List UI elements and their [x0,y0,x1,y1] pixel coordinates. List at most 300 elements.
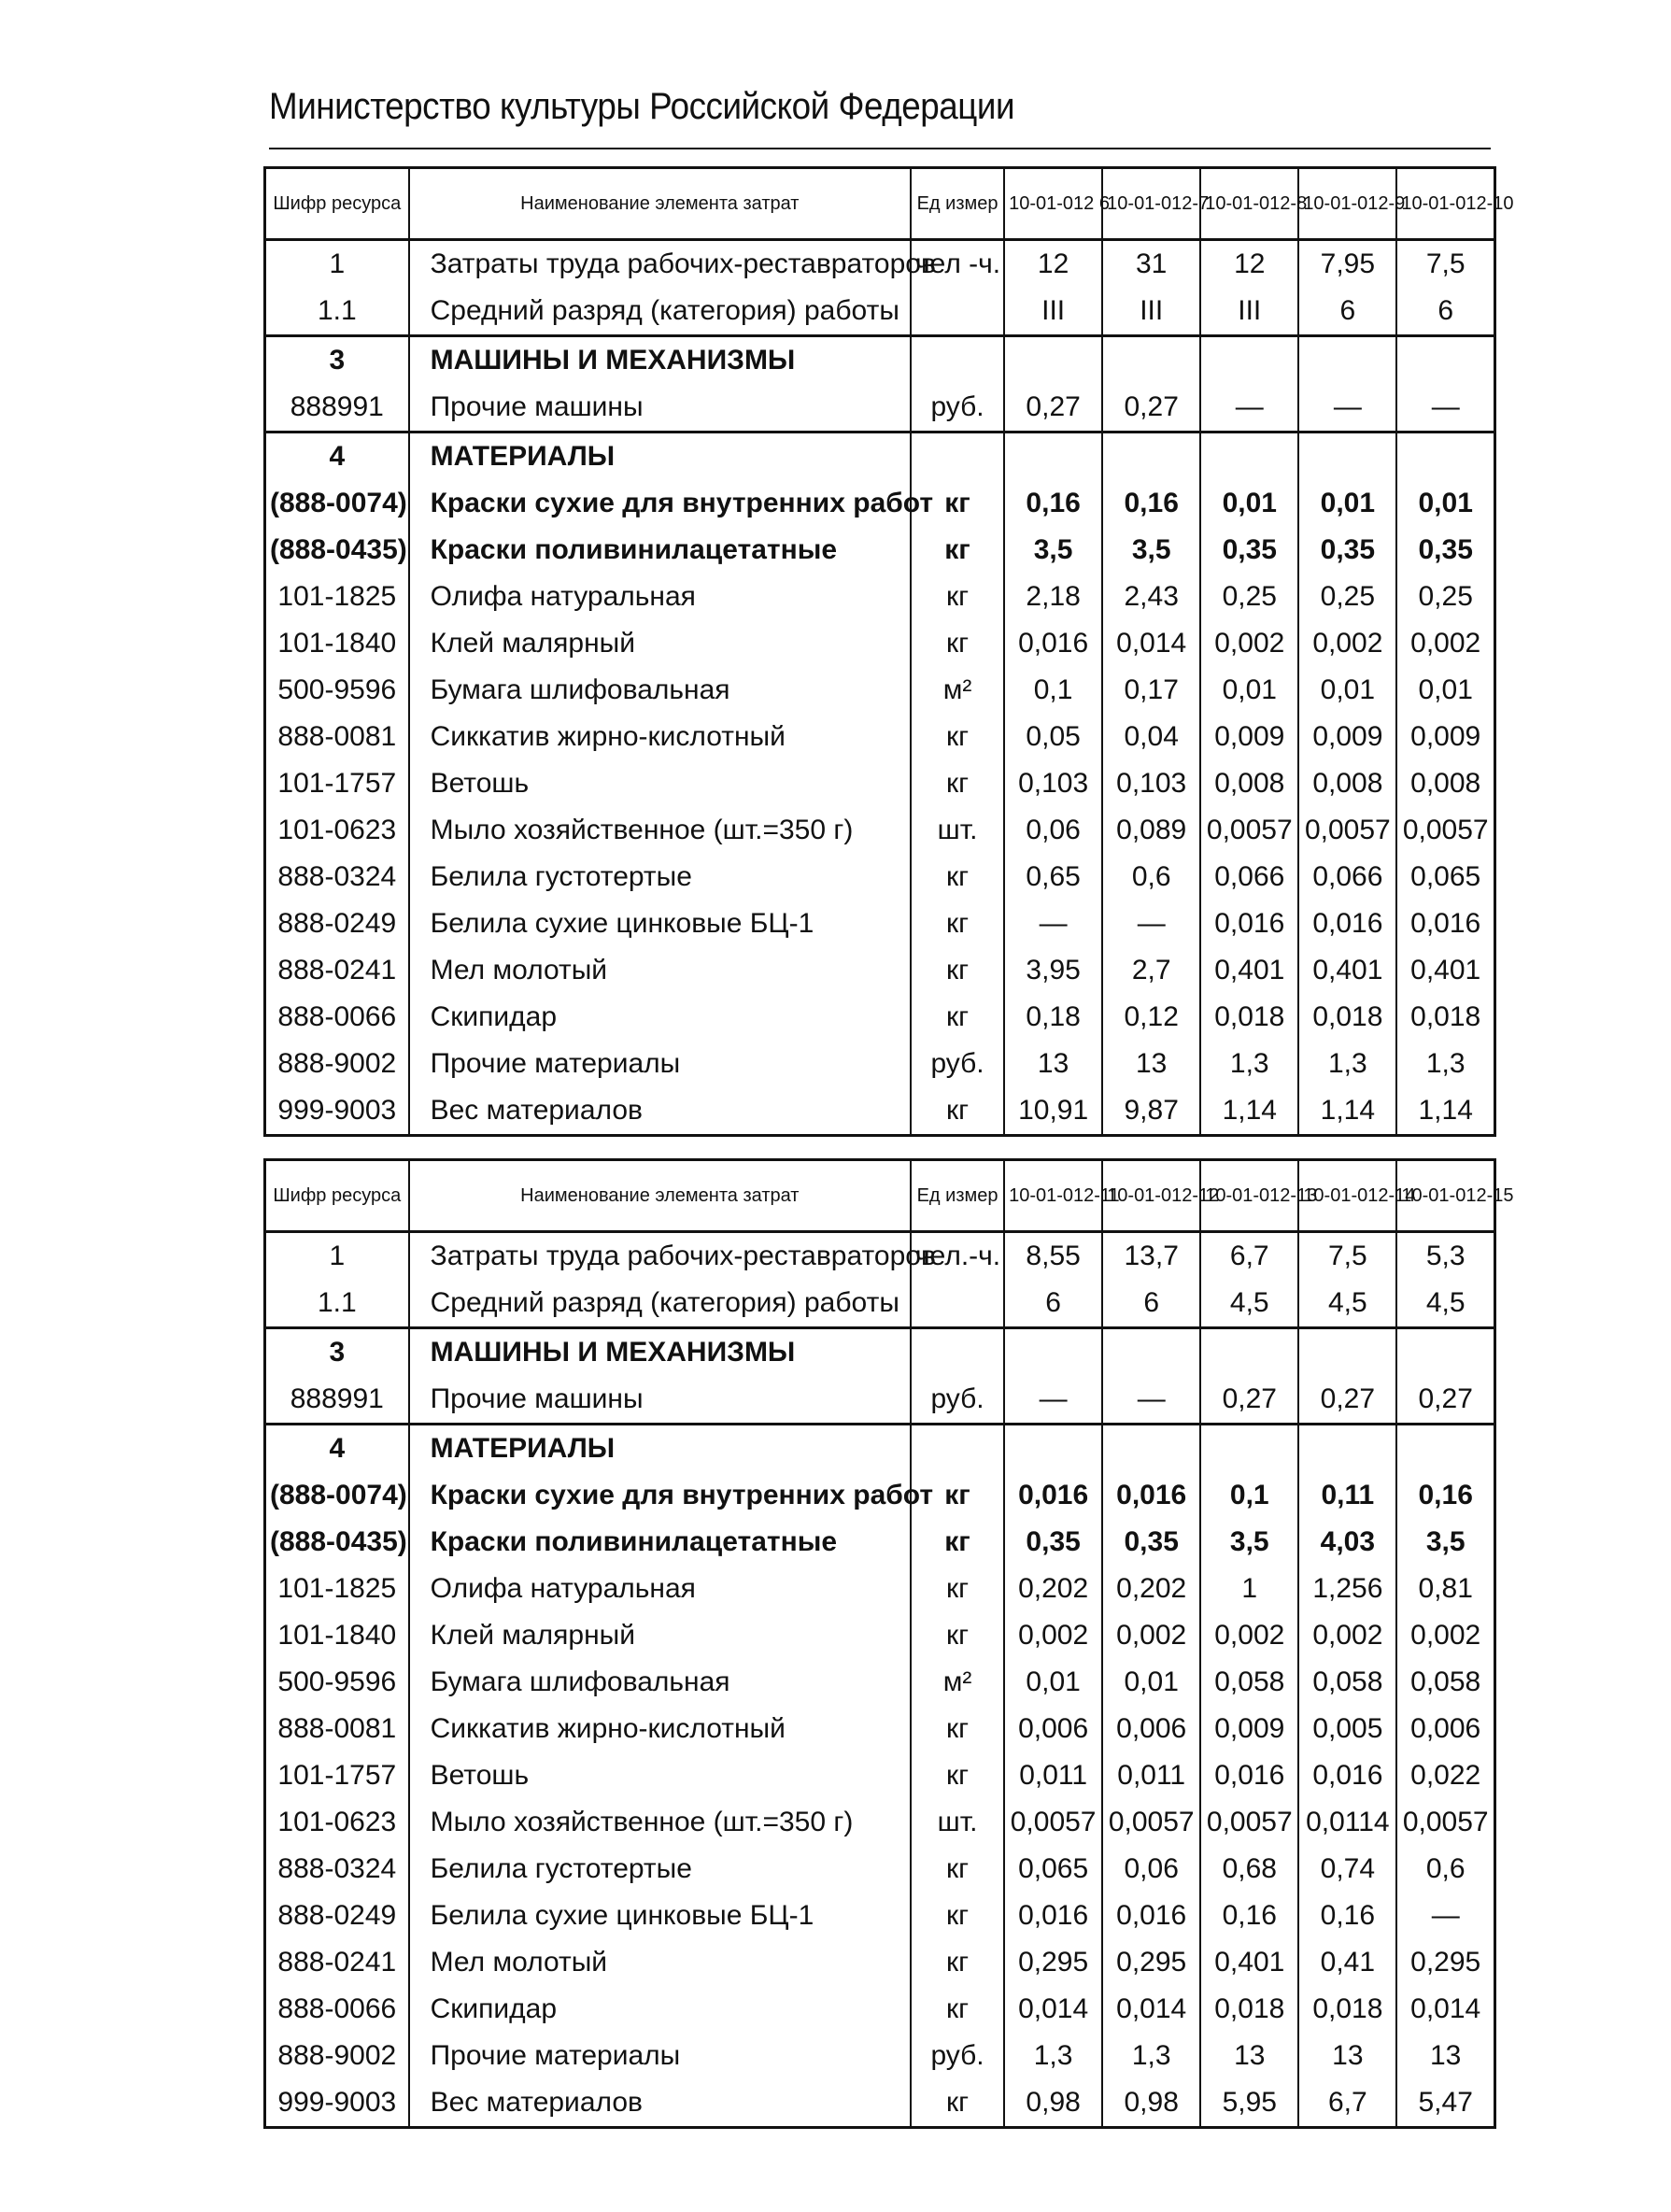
table-row [265,336,1495,385]
resource-value: 0,25 [1298,574,1396,620]
resource-value: 0,27 [1396,1376,1494,1425]
resource-unit [911,1280,1004,1328]
resource-value: 0,202 [1004,1566,1102,1612]
resource-value: 13 [1298,2033,1396,2079]
resource-value: 0,35 [1396,527,1494,574]
resource-value: 0,0114 [1298,1799,1396,1846]
resource-value: 6 [1004,1280,1102,1328]
resource-value: 0,41 [1298,1939,1396,1986]
table-header-row [265,168,1495,240]
resource-value: 0,401 [1200,1939,1298,1986]
resource-value: 0,68 [1200,1846,1298,1893]
resource-name: Белила густотертые [409,854,911,900]
resource-name: Мел молотый [409,1939,911,1986]
resource-value: 0,008 [1298,760,1396,807]
resource-value: 0,006 [1396,1706,1494,1752]
resource-value: 0,002 [1200,620,1298,667]
resource-value: 0,103 [1004,760,1102,807]
header-norm-code: 10-01-012-13 [1200,1160,1298,1232]
table-row [265,994,1495,1041]
header-rule [269,148,1491,149]
table-row [265,1519,1495,1566]
resource-unit: шт. [911,1799,1004,1846]
resource-value: 0,009 [1298,714,1396,760]
resource-name: Затраты труда рабочих-реставраторов [409,1232,911,1281]
resource-value [1102,1328,1200,1377]
resource-name: Олифа натуральная [409,574,911,620]
resource-name: Скипидар [409,1986,911,2033]
resource-value: 0,74 [1298,1846,1396,1893]
resource-value: 0,018 [1298,994,1396,1041]
resource-value [1200,1425,1298,1473]
resource-value: 0,014 [1396,1986,1494,2033]
resource-value: 0,016 [1200,900,1298,947]
resource-value: 0,401 [1396,947,1494,994]
header-norm-code: 10-01-012 6 [1004,168,1102,240]
resource-code: 101-0623 [265,1799,409,1846]
resource-value: 7,5 [1396,240,1494,289]
resource-unit: кг [911,947,1004,994]
resource-unit: кг [911,480,1004,527]
resource-value: 5,3 [1396,1232,1494,1281]
resource-value: 1,14 [1396,1087,1494,1136]
table-row [265,1939,1495,1986]
table-row [265,240,1495,289]
resource-unit: кг [911,1612,1004,1659]
resource-name: Краски сухие для внутренних работ [409,480,911,527]
table-row [265,760,1495,807]
resource-value [1396,336,1494,385]
resource-name: Мыло хозяйственное (шт.=350 г) [409,807,911,854]
resource-unit: кг [911,1519,1004,1566]
resource-name: МАТЕРИАЛЫ [409,432,911,481]
resource-value: 0,014 [1102,1986,1200,2033]
resource-code: 4 [265,432,409,481]
resource-name: Краски поливинилацетатные [409,1519,911,1566]
resource-table-1 [263,166,1514,1137]
resource-value: 0,016 [1102,1472,1200,1519]
resource-value: 0,06 [1004,807,1102,854]
resource-value: 6 [1396,288,1494,336]
resource-value: 0,18 [1004,994,1102,1041]
resource-name: Клей малярный [409,1612,911,1659]
resource-value: 0,27 [1298,1376,1396,1425]
resource-value: 0,009 [1200,714,1298,760]
resource-code: 888-0241 [265,947,409,994]
resource-value: III [1102,288,1200,336]
resource-value: 0,014 [1004,1986,1102,2033]
resource-value: 13 [1396,2033,1494,2079]
resource-unit: кг [911,620,1004,667]
resource-value: 1 [1200,1566,1298,1612]
resource-value: — [1004,1376,1102,1425]
resource-value: 0,016 [1396,900,1494,947]
resource-code: 101-1840 [265,1612,409,1659]
resource-value [1298,432,1396,481]
table-row [265,1232,1495,1281]
resource-value: — [1396,384,1494,432]
resource-unit: кг [911,994,1004,1041]
resource-value: 0,04 [1102,714,1200,760]
resource-unit: м² [911,667,1004,714]
resource-value: 0,25 [1200,574,1298,620]
resource-value: 0,401 [1200,947,1298,994]
resource-value [1298,1425,1396,1473]
header-name: Наименование элемента затрат [409,1160,911,1232]
resource-value: 0,16 [1004,480,1102,527]
resource-value: 0,295 [1102,1939,1200,1986]
resource-value: 0,01 [1298,480,1396,527]
resource-value [1298,336,1396,385]
resource-code: (888-0074) [265,1472,409,1519]
resource-unit: руб. [911,1376,1004,1425]
resource-value: 0,01 [1004,1659,1102,1706]
resource-name: МАШИНЫ И МЕХАНИЗМЫ [409,1328,911,1377]
resource-value: 0,018 [1200,1986,1298,2033]
resource-value: 0,0057 [1200,807,1298,854]
resource-name: Сиккатив жирно-кислотный [409,1706,911,1752]
table-row [265,1706,1495,1752]
resource-unit: кг [911,2079,1004,2128]
resource-code: 1 [265,1232,409,1281]
resource-value: 0,005 [1298,1706,1396,1752]
header-norm-code: 10-01-012-10 [1396,168,1494,240]
resource-value: — [1396,1893,1494,1939]
resource-code: 500-9596 [265,1659,409,1706]
header-norm-code: 10-01-012-12 [1102,1160,1200,1232]
resource-value: 0,006 [1004,1706,1102,1752]
resource-value: 0,009 [1396,714,1494,760]
resource-code: 888-0081 [265,714,409,760]
resource-value: 0,65 [1004,854,1102,900]
table-row [265,1425,1495,1473]
resource-unit: руб. [911,384,1004,432]
resource-code: 999-9003 [265,1087,409,1136]
resource-value: — [1102,900,1200,947]
table-row [265,947,1495,994]
resource-unit: кг [911,1893,1004,1939]
resource-value [1102,1425,1200,1473]
resource-value: 3,5 [1200,1519,1298,1566]
resource-value: 0,01 [1102,1659,1200,1706]
resource-value: 13 [1200,2033,1298,2079]
header-norm-code: 10-01-012-7 [1102,168,1200,240]
table-row [265,1612,1495,1659]
resource-name: Бумага шлифовальная [409,1659,911,1706]
resource-value: 0,089 [1102,807,1200,854]
header-unit: Ед измер [911,168,1004,240]
header-norm-code: 10-01-012-14 [1298,1160,1396,1232]
resource-unit [911,432,1004,481]
resource-value: 0,008 [1200,760,1298,807]
resource-value [1396,1328,1494,1377]
resource-value: 0,01 [1200,480,1298,527]
resource-code: 4 [265,1425,409,1473]
resource-name: Вес материалов [409,2079,911,2128]
resource-code: 3 [265,1328,409,1377]
resource-value: 0,05 [1004,714,1102,760]
resource-unit: кг [911,1566,1004,1612]
resource-value: 1,256 [1298,1566,1396,1612]
resource-value: 0,81 [1396,1566,1494,1612]
resource-value: 0,17 [1102,667,1200,714]
resource-unit: кг [911,1939,1004,1986]
header-name: Наименование элемента затрат [409,168,911,240]
resource-unit: кг [911,1986,1004,2033]
resource-code: 500-9596 [265,667,409,714]
resource-name: Прочие машины [409,1376,911,1425]
resource-name: Прочие материалы [409,2033,911,2079]
table-row [265,432,1495,481]
resource-value: 8,55 [1004,1232,1102,1281]
resource-unit: руб. [911,2033,1004,2079]
resource-code: 1.1 [265,1280,409,1328]
resource-unit: шт. [911,807,1004,854]
resource-value: 2,18 [1004,574,1102,620]
resource-value: 0,0057 [1396,1799,1494,1846]
resource-value: 7,95 [1298,240,1396,289]
resource-unit: руб. [911,1041,1004,1087]
resource-code: 101-1840 [265,620,409,667]
resource-name: Прочие машины [409,384,911,432]
resource-name: Средний разряд (категория) работы [409,288,911,336]
resource-value: 0,16 [1298,1893,1396,1939]
resource-code: 888-0081 [265,1706,409,1752]
resource-value: 5,95 [1200,2079,1298,2128]
resource-value: 0,0057 [1102,1799,1200,1846]
resource-value: 3,5 [1396,1519,1494,1566]
table-row [265,807,1495,854]
resource-value: 6,7 [1298,2079,1396,2128]
resource-value: 0,01 [1396,480,1494,527]
resource-code: 888991 [265,1376,409,1425]
table-row [265,574,1495,620]
resource-code: 3 [265,336,409,385]
resource-value: III [1004,288,1102,336]
resource-value: 0,016 [1298,1752,1396,1799]
resource-value: 0,002 [1200,1612,1298,1659]
resource-value: 3,5 [1102,527,1200,574]
resource-value: 0,002 [1396,620,1494,667]
resource-code: 888-0066 [265,1986,409,2033]
resource-unit: кг [911,714,1004,760]
resource-unit: кг [911,854,1004,900]
resource-value: 2,7 [1102,947,1200,994]
resource-code: 888991 [265,384,409,432]
resource-code: 888-0241 [265,1939,409,1986]
resource-value: 0,16 [1200,1893,1298,1939]
resource-value [1004,1425,1102,1473]
resource-value: 0,065 [1004,1846,1102,1893]
table-row [265,1799,1495,1846]
resource-value: III [1200,288,1298,336]
table-row [265,1846,1495,1893]
resource-name: Средний разряд (категория) работы [409,1280,911,1328]
resource-name: Бумага шлифовальная [409,667,911,714]
resource-value: 0,202 [1102,1566,1200,1612]
resource-value: 3,95 [1004,947,1102,994]
resource-value: 0,011 [1004,1752,1102,1799]
resource-code: 1 [265,240,409,289]
table-row [265,480,1495,527]
resource-value: 0,35 [1004,1519,1102,1566]
resource-value [1102,432,1200,481]
resource-name: Краски поливинилацетатные [409,527,911,574]
resource-code: 1.1 [265,288,409,336]
resource-value: 0,6 [1102,854,1200,900]
resource-unit: кг [911,574,1004,620]
resource-value: 0,1 [1004,667,1102,714]
table-row [265,1376,1495,1425]
resource-value: 1,3 [1004,2033,1102,2079]
table-row [265,1087,1495,1136]
table-row [265,1472,1495,1519]
resource-unit: кг [911,1472,1004,1519]
resource-value [1200,1328,1298,1377]
resource-name: Вес материалов [409,1087,911,1136]
table-header-row [265,1160,1495,1232]
table-row [265,288,1495,336]
resource-value [1200,336,1298,385]
resource-value: 1,14 [1200,1087,1298,1136]
resource-unit: кг [911,900,1004,947]
resource-value: 0,12 [1102,994,1200,1041]
resource-value: 0,11 [1298,1472,1396,1519]
resource-value: 0,06 [1102,1846,1200,1893]
resource-value: 12 [1200,240,1298,289]
resource-code: (888-0435) [265,527,409,574]
resource-value: 0,008 [1396,760,1494,807]
table-row [265,1041,1495,1087]
resource-name: Скипидар [409,994,911,1041]
resource-name: Сиккатив жирно-кислотный [409,714,911,760]
resource-unit [911,288,1004,336]
resource-value [1298,1328,1396,1377]
resource-table-2 [263,1158,1514,2129]
resource-code: 888-0324 [265,854,409,900]
resource-value: 0,002 [1298,620,1396,667]
resource-name: Мел молотый [409,947,911,994]
resource-value: 0,01 [1396,667,1494,714]
resource-value: 4,5 [1200,1280,1298,1328]
resource-value [1004,336,1102,385]
resource-value: 4,5 [1298,1280,1396,1328]
resource-unit: чел.-ч. [911,1232,1004,1281]
resource-code: 999-9003 [265,2079,409,2128]
resource-value: 0,066 [1298,854,1396,900]
resource-value: 0,6 [1396,1846,1494,1893]
resource-value: 1,3 [1396,1041,1494,1087]
resource-name: МАТЕРИАЛЫ [409,1425,911,1473]
resource-unit: кг [911,1706,1004,1752]
table-row [265,1986,1495,2033]
resource-value: 0,16 [1396,1472,1494,1519]
resource-value: 0,27 [1200,1376,1298,1425]
resource-value: 0,27 [1102,384,1200,432]
resource-value [1396,1425,1494,1473]
resource-unit: кг [911,1846,1004,1893]
table-row [265,854,1495,900]
resource-value: 0,35 [1200,527,1298,574]
resource-value: — [1298,384,1396,432]
resource-value: 0,066 [1200,854,1298,900]
page-header-title: Министерство культуры Российской Федерации [269,86,1015,127]
resource-name: МАШИНЫ И МЕХАНИЗМЫ [409,336,911,385]
resource-value: 2,43 [1102,574,1200,620]
resource-value: 31 [1102,240,1200,289]
header-norm-code: 10-01-012-15 [1396,1160,1494,1232]
resource-value: 7,5 [1298,1232,1396,1281]
resource-name: Белила сухие цинковые БЦ-1 [409,1893,911,1939]
resource-value [1200,432,1298,481]
resource-code: 888-0249 [265,900,409,947]
resource-code: 888-9002 [265,2033,409,2079]
resource-value: 0,35 [1298,527,1396,574]
resource-value: 0,295 [1396,1939,1494,1986]
resource-code: 101-1825 [265,1566,409,1612]
resource-code: 101-0623 [265,807,409,854]
resource-value: 0,022 [1396,1752,1494,1799]
table-row [265,1328,1495,1377]
resource-unit: кг [911,527,1004,574]
resource-value: 0,016 [1298,900,1396,947]
resource-value: 0,016 [1004,1472,1102,1519]
resource-code: 888-9002 [265,1041,409,1087]
resource-name: Ветошь [409,760,911,807]
resource-value: 13,7 [1102,1232,1200,1281]
table-row [265,2033,1495,2079]
resource-name: Краски сухие для внутренних работ [409,1472,911,1519]
resource-value: 0,018 [1298,1986,1396,2033]
resource-value: 0,0057 [1004,1799,1102,1846]
table-row [265,1659,1495,1706]
resource-value: 10,91 [1004,1087,1102,1136]
resource-value: 1,3 [1298,1041,1396,1087]
resource-value: 6 [1298,288,1396,336]
resource-value: 0,295 [1004,1939,1102,1986]
resource-value: — [1102,1376,1200,1425]
resource-name: Мыло хозяйственное (шт.=350 г) [409,1799,911,1846]
header-unit: Ед измер [911,1160,1004,1232]
resource-unit [911,1328,1004,1377]
resource-value: 0,018 [1396,994,1494,1041]
resource-value: 0,016 [1102,1893,1200,1939]
resource-code: 888-0324 [265,1846,409,1893]
resource-value: 0,058 [1200,1659,1298,1706]
resource-value: 0,16 [1102,480,1200,527]
resource-name: Прочие материалы [409,1041,911,1087]
table-row [265,620,1495,667]
resource-value [1102,336,1200,385]
resource-value: 0,002 [1102,1612,1200,1659]
table-row [265,1280,1495,1328]
resource-code: 101-1757 [265,760,409,807]
table-row [265,527,1495,574]
resource-value: 6,7 [1200,1232,1298,1281]
resource-value: 0,002 [1004,1612,1102,1659]
table-row [265,1752,1495,1799]
resource-value: 0,1 [1200,1472,1298,1519]
header-code: Шифр ресурса [265,168,409,240]
resource-name: Ветошь [409,1752,911,1799]
resource-value: 0,016 [1200,1752,1298,1799]
resource-value [1396,432,1494,481]
resource-value: 0,002 [1396,1612,1494,1659]
resource-name: Белила сухие цинковые БЦ-1 [409,900,911,947]
resource-code: 888-0066 [265,994,409,1041]
resource-unit: м² [911,1659,1004,1706]
resource-value: 0,27 [1004,384,1102,432]
